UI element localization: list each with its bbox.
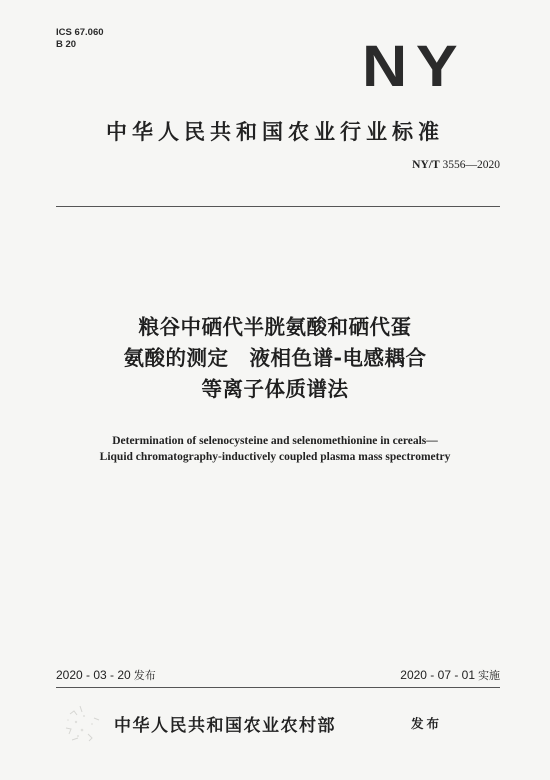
publisher-name: 中华人民共和国农业农村部	[114, 716, 336, 736]
standard-serial: 3556—2020	[442, 159, 500, 171]
chinese-title-line-2: 氨酸的测定 液相色谱-电感耦合	[123, 346, 427, 370]
ccs-code: B 20	[56, 39, 77, 50]
implement-label: 实施	[478, 669, 500, 682]
english-title-line-1: Determination of selenocysteine and selenomethionine in cereals—	[112, 435, 438, 447]
issue-date: 2020 - 03 - 20	[56, 668, 131, 682]
standard-category-title: 中华人民共和国农业行业标准	[106, 120, 444, 144]
implement-date-block	[400, 667, 500, 683]
publisher-action: 发布	[411, 716, 443, 731]
classification-block	[56, 27, 104, 51]
bottom-divider	[56, 687, 500, 688]
top-divider	[56, 206, 500, 207]
ny-logo: NY	[362, 34, 467, 99]
english-title	[0, 433, 550, 465]
english-title-line-2: Liquid chromatography-inductively coupled plasma mass spectrometry	[99, 451, 451, 463]
standard-number	[412, 159, 500, 171]
ics-code: ICS 67.060	[56, 27, 104, 38]
faded-seal-icon	[58, 694, 118, 754]
implement-date: 2020 - 07 - 01	[400, 668, 475, 682]
chinese-title	[0, 312, 550, 405]
issue-date-block	[56, 667, 156, 683]
chinese-title-line-1: 粮谷中硒代半胱氨酸和硒代蛋	[138, 315, 412, 339]
chinese-title-line-3: 等离子体质谱法	[201, 377, 349, 401]
standard-code: NY/T	[412, 159, 440, 171]
issue-label: 发布	[133, 669, 156, 682]
